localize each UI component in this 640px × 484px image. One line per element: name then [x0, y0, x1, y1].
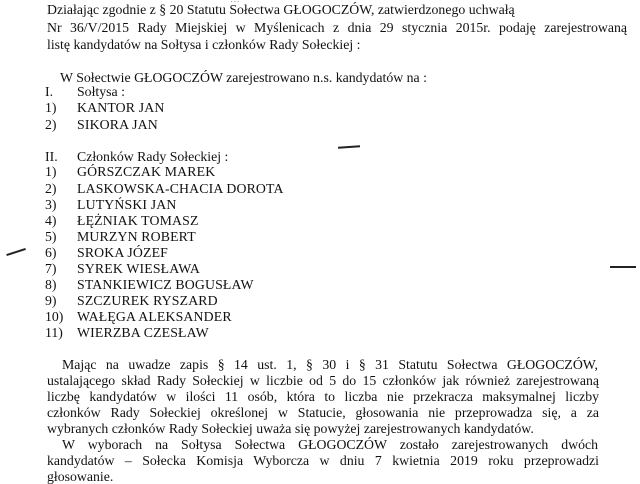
council-candidate-no: 7)	[45, 261, 57, 276]
registered-line: W Sołectwie GŁOGOCZÓW zarejestrowano n.s. kandydatów na :	[60, 70, 427, 85]
council-candidate-no: 9)	[45, 293, 57, 308]
paragraph1-line-3: liczbę kandydatów w ilości 11 osób, która to liczba nie przekracza maksymalnej liczby	[47, 389, 599, 404]
council-candidate-no: 4)	[45, 213, 57, 228]
council-candidate-name: SROKA JÓZEF	[77, 245, 168, 260]
council-candidate-name: ŁĘŻNIAK TOMASZ	[77, 213, 199, 228]
paragraph2-line-2: kandydatów – Sołecka Komisja Wyborcza w dniu 7 kwietnia 2019 roku przeprowadzi	[47, 453, 599, 468]
margin-mark-right	[610, 266, 636, 268]
council-candidate-no: 1)	[45, 164, 57, 179]
council-candidate-name: MURZYN ROBERT	[77, 229, 196, 244]
council-candidate-no: 2)	[45, 181, 57, 196]
soltys-candidate-no: 2)	[45, 117, 57, 132]
intro-line-3: listę kandydatów na Sołtysa i członków Rady Sołeckiej :	[47, 37, 361, 52]
council-candidate-name: SYREK WIESŁAWA	[77, 261, 200, 276]
council-candidate-no: 11)	[45, 325, 63, 340]
council-marker: II.	[45, 149, 58, 164]
soltys-candidate-name: SIKORA JAN	[77, 117, 158, 132]
council-candidate-name: LASKOWSKA-CHACIA DOROTA	[77, 181, 284, 196]
margin-mark-left	[6, 248, 25, 256]
intro-line-2: Nr 36/V/2015 Rady Miejskiej w Myślenicach z dnia 29 stycznia 2015r. podaję zarejestrowaną	[47, 20, 627, 35]
council-candidate-no: 6)	[45, 245, 57, 260]
paragraph1-line-5: wybranych członków Rady Sołeckiej uważa się powyżej zarejestrowanych kandydatów.	[47, 421, 534, 436]
council-candidate-no: 10)	[45, 309, 64, 324]
paragraph2-line-1: W wyborach na Sołtysa Sołectwa GŁOGOCZÓW zostało zarejestrowanych dwóch	[62, 437, 598, 452]
council-candidate-no: 8)	[45, 277, 57, 292]
soltys-marker: I.	[45, 84, 54, 99]
paragraph1-line-2: ustalającego skład Rady Sołeckiej w liczbie od 5 do 15 członków jak również zarejestrowaną	[47, 373, 599, 388]
council-candidate-name: WAŁĘGA ALEKSANDER	[77, 309, 232, 324]
council-heading: Członków Rady Sołeckiej :	[77, 149, 229, 164]
pen-mark	[338, 145, 360, 148]
paragraph2-line-3: głosowanie.	[47, 469, 114, 484]
council-candidate-no: 5)	[45, 229, 57, 244]
council-candidate-name: GÓRSZCZAK MAREK	[77, 164, 216, 179]
soltys-heading: Sołtysa :	[77, 84, 125, 99]
soltys-candidate-no: 1)	[45, 100, 57, 115]
intro-line-1: Działając zgodnie z § 20 Statutu Sołectwa GŁOGOCZÓW, zatwierdzonego uchwałą	[47, 2, 515, 17]
council-candidate-name: WIERZBA CZESŁAW	[77, 325, 209, 340]
paragraph1-line-1: Mając na uwadze zapis § 14 ust. 1, § 30 i § 31 Statutu Sołectwa GŁOGOCZÓW,	[62, 357, 598, 372]
council-candidate-name: STANKIEWICZ BOGUSŁAW	[77, 277, 254, 292]
soltys-candidate-name: KANTOR JAN	[77, 100, 165, 115]
paragraph1-line-4: członków Rady Sołeckiej określonej w Statucie, głosowania nie przeprowadza się, a za	[47, 405, 599, 420]
council-candidate-name: LUTYŃSKI JAN	[77, 197, 177, 212]
council-candidate-name: SZCZUREK RYSZARD	[77, 293, 218, 308]
council-candidate-no: 3)	[45, 197, 57, 212]
